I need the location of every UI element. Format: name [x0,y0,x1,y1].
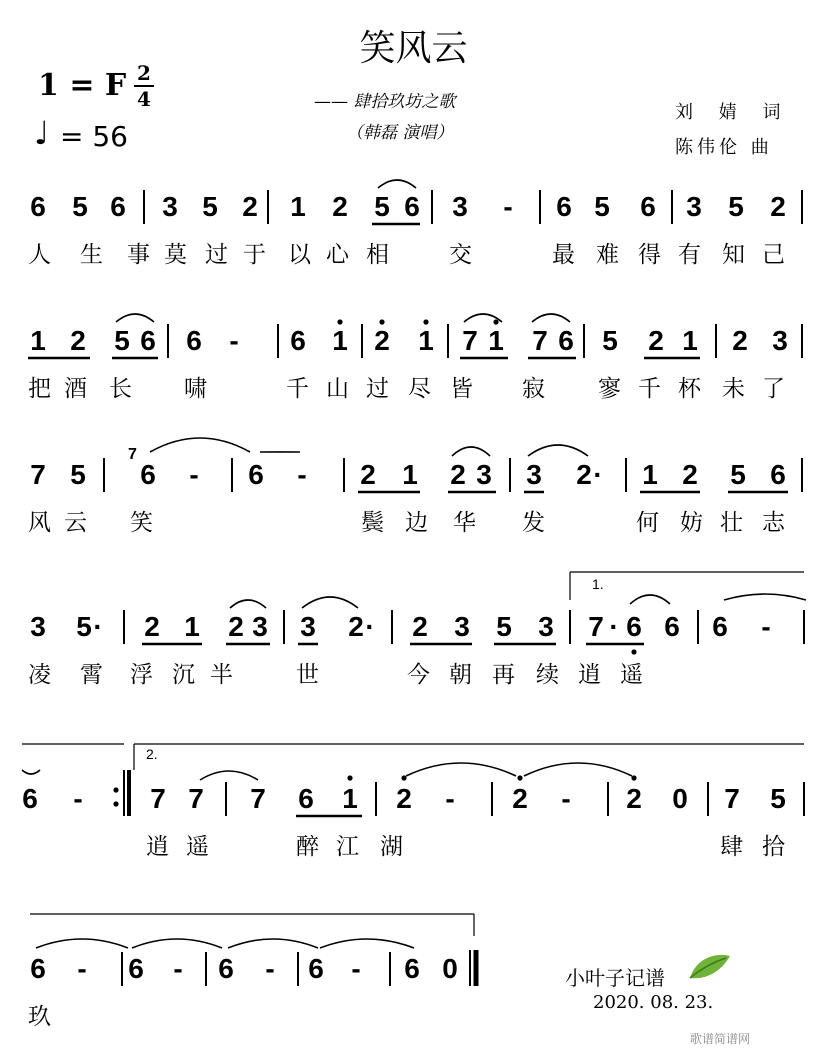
slur [452,447,490,456]
lyric-char: 何 [636,510,659,536]
note: - [229,325,239,356]
note: 6 [404,191,420,222]
lyric-char: 有 [678,242,701,268]
note: 6 [640,191,656,222]
time-signature-top: 2 [137,61,151,85]
note: 5 [594,191,610,222]
slur [36,939,128,948]
lyric-char: 杯 [678,376,701,402]
slur [528,445,588,456]
lyric-char: 长 [109,376,132,402]
lyric-char: 肆 [720,834,743,860]
note: 5 [602,325,618,356]
octave-dot [379,319,384,324]
lyric-char: 心 [326,242,349,268]
octave-dot [493,319,498,324]
note: 6 [30,191,46,222]
note: 6 [128,953,144,984]
note: 6 [770,459,786,490]
note: 3 [526,459,542,490]
note: 3 [686,191,702,222]
lyric-char: 事 [127,242,150,268]
slur [228,939,318,948]
octave-dot [347,775,352,780]
note: 2 [374,325,390,356]
note: 2 [332,191,348,222]
lyric-char: 千 [638,376,661,402]
octave-dot [401,775,406,780]
lyric-char: 于 [243,242,266,268]
note: 1 [418,325,434,356]
lyric-char: 啸 [184,376,207,402]
lyric-char: 风 [28,510,51,536]
performer: （韩磊 演唱） [346,123,454,143]
aug-dot: · [365,611,375,642]
lyric-char: 过 [205,242,228,268]
note: - [77,953,87,984]
note: 1 [290,191,306,222]
note: 7 [462,325,478,356]
volta-second-label: 2. [146,746,158,762]
lyric-char: 皆 [450,376,473,402]
lyric-char: 云 [64,510,87,536]
slur [524,763,632,776]
note: 1 [402,459,418,490]
grace-note: 7 [128,446,137,463]
key-signature: 1 = F [38,68,127,103]
note: 1 [642,459,658,490]
slur [630,595,670,604]
lyric-char: 莫 [164,242,187,268]
note: 7 [588,611,604,642]
song-title: 笑风云 [359,28,468,69]
lyric-char: 鬓 [361,510,384,536]
lyric-char: 醉 [296,834,319,860]
lyric-char: 妨 [680,510,703,536]
lyric-char: 壮 [720,510,743,536]
note: 6 [290,325,306,356]
note: 5 [114,325,130,356]
slur [320,939,414,948]
lyric-char: 遥 [186,834,209,860]
note: 5 [374,191,390,222]
lyric-char: 得 [638,242,661,268]
note: 3 [252,611,268,642]
slur [724,594,806,600]
note: 3 [538,611,554,642]
arranger-signature: 小叶子记谱 [565,966,665,990]
note: 2 [70,325,86,356]
note: 3 [772,325,788,356]
note: - [351,953,361,984]
lyric-char: 最 [552,242,575,268]
lyric-char: 霄 [80,662,103,688]
lyric-char: 世 [296,662,319,688]
note: 6 [664,611,680,642]
note: 6 [712,611,728,642]
slur [378,180,416,188]
site-watermark: 歌谱简谱网 [690,1032,751,1046]
note: 0 [672,783,688,814]
lyric-char: 发 [522,510,545,536]
lyric-char: 相 [366,242,389,268]
note: 6 [110,191,126,222]
slur [150,438,250,452]
lyric-char: 拾 [762,834,785,860]
lyric-char: 未 [722,376,745,402]
note: 6 [298,783,314,814]
octave-dot [517,775,522,780]
note: - [189,459,199,490]
note: 2 [648,325,664,356]
lyric-char: 人 [28,242,51,268]
lyric-char: 寥 [598,376,621,402]
slur [132,939,222,948]
lyric-char: 玖 [28,1004,51,1030]
note: 2 [348,611,364,642]
lyricist-credit: 刘 婧 词 [675,102,791,123]
lyric-char: 逍 [146,834,169,860]
note: 6 [404,953,420,984]
note: 6 [626,611,642,642]
note: 5 [76,611,92,642]
note: 6 [218,953,234,984]
lyric-char: 千 [286,376,309,402]
note: 1 [30,325,46,356]
note: 6 [308,953,324,984]
note: 2 [682,459,698,490]
note: 6 [556,191,572,222]
quarter-note-icon: ♩ [34,114,50,152]
lyric-char: 过 [366,376,389,402]
note: 2 [450,459,466,490]
lyric-char: 今 [407,662,430,688]
slur [22,770,40,774]
lyric-char: 尽 [408,376,431,402]
note: 2 [360,459,376,490]
repeat-dot [113,801,118,806]
aug-dot: · [609,611,619,642]
lyric-char: 难 [596,242,619,268]
lyric-char: 华 [453,510,476,536]
note: 2 [576,459,592,490]
slur [116,314,154,322]
note: 5 [496,611,512,642]
note: 6 [30,953,46,984]
composer-credit: 陈伟伦 曲 [675,137,773,158]
note: 3 [452,191,468,222]
note: - [297,459,307,490]
note: 1 [184,611,200,642]
lyric-char: 边 [405,510,428,536]
slur [406,763,516,776]
lyric-char: 了 [762,376,785,402]
note: 2 [770,191,786,222]
note: 5 [202,191,218,222]
lyric-char: 寂 [522,376,545,402]
note: 7 [150,783,166,814]
note: 6 [248,459,264,490]
octave-dot [337,319,342,324]
note: 6 [558,325,574,356]
note: 5 [730,459,746,490]
note: 1 [342,783,358,814]
note: - [445,783,455,814]
transcription-date: 2020. 08. 23. [593,992,714,1013]
octave-dot [423,319,428,324]
note: 2 [512,783,528,814]
slur [532,314,570,322]
note: 2 [626,783,642,814]
lyric-char: 志 [762,510,785,536]
note: 0 [442,953,458,984]
lyric-char: 再 [492,662,515,688]
lyric-char: 半 [210,662,233,688]
volta-first-label: 1. [592,576,604,592]
note: 7 [532,325,548,356]
tempo-value: = 56 [60,120,128,153]
lyric-char: 湖 [380,834,403,860]
note: - [265,953,275,984]
note: 7 [30,459,46,490]
lyric-char: 沉 [172,662,195,688]
note: 2 [144,611,160,642]
lyric-char: 逍 [578,662,601,688]
lyric-char: 交 [449,242,472,268]
note: 3 [300,611,316,642]
note: 3 [30,611,46,642]
subtitle: —— 肆拾玖坊之歌 [314,92,456,112]
note: 3 [162,191,178,222]
lyric-char: 遥 [620,662,643,688]
repeat-dot [113,787,118,792]
note: 6 [140,459,156,490]
lyric-char: 山 [326,376,349,402]
note: 5 [728,191,744,222]
lyric-char: 凌 [28,662,51,688]
lyric-char: 江 [336,834,359,860]
note: 3 [476,459,492,490]
lyric-char: 生 [80,242,103,268]
note: - [503,191,513,222]
note: - [73,783,83,814]
note: - [173,953,183,984]
note: 1 [488,325,504,356]
lyric-char: 把 [28,376,51,402]
lyric-char: 朝 [449,662,472,688]
octave-dot [631,649,636,654]
lyric-char: 知 [722,242,745,268]
note: - [761,611,771,642]
octave-dot [631,775,636,780]
note: 5 [70,459,86,490]
note: 2 [412,611,428,642]
note: 6 [186,325,202,356]
note: 2 [228,611,244,642]
aug-dot: · [593,459,603,490]
note: 2 [732,325,748,356]
lyric-char: 以 [288,242,311,268]
slur [200,771,258,780]
lyric-char: 续 [536,662,559,688]
note: - [561,783,571,814]
lyric-char: 浮 [130,662,153,688]
note: 6 [22,783,38,814]
note: 1 [332,325,348,356]
lyric-char: 酒 [64,376,87,402]
time-signature-bottom: 4 [137,87,151,111]
note: 3 [454,611,470,642]
slur [230,600,266,608]
note: 6 [140,325,156,356]
note: 7 [724,783,740,814]
note: 5 [72,191,88,222]
note: 7 [250,783,266,814]
note: 5 [770,783,786,814]
notation-marks [22,180,806,986]
lyric-char: 笑 [130,510,153,536]
note: 7 [188,783,204,814]
note: 2 [396,783,412,814]
leaf-icon [686,950,734,982]
note: 1 [682,325,698,356]
slur [302,597,358,608]
aug-dot: · [93,611,103,642]
note: 2 [242,191,258,222]
lyric-char: 己 [762,242,785,268]
